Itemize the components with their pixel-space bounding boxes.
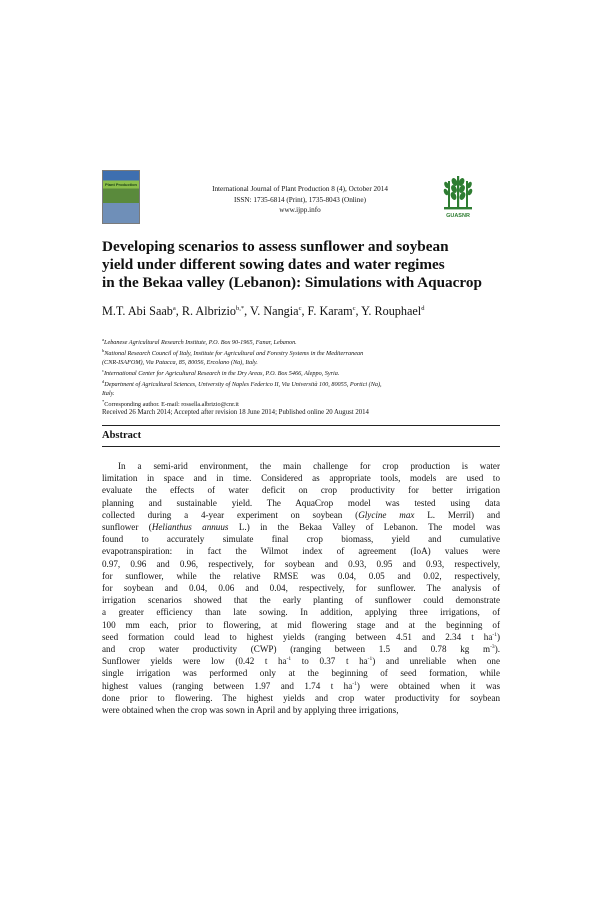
- text-run: evapotranspiration: in fact the Wilmot index of agreement (IoA) values were: [102, 546, 500, 557]
- affiliation-marker: c: [102, 368, 104, 374]
- text-run: sunflower (: [102, 522, 152, 533]
- author-name: F. Karam: [307, 304, 353, 318]
- affiliation-marker: a: [102, 337, 104, 342]
- journal-website: www.ijpp.info: [279, 206, 321, 214]
- text-run: for soybean and 0.04, 0.06 and 0.04, respectively, for sunflower. The analysis of: [102, 583, 500, 594]
- publisher-logo-text: GUASNR: [446, 213, 470, 219]
- journal-line: International Journal of Plant Production 8 (4), October 2014: [212, 185, 388, 193]
- text-run: ): [496, 631, 500, 642]
- superscript: -1: [286, 656, 292, 663]
- superscript: -1: [367, 656, 373, 663]
- corresponding-text: Corresponding author. E-mail: rossella.albrizio@cnr.it: [104, 401, 239, 409]
- abstract-line: [102, 460, 500, 472]
- title-line: Developing scenarios to assess sunflower and soybean: [102, 238, 449, 255]
- superscript: -3: [490, 644, 495, 651]
- abstract-line: [102, 558, 500, 570]
- abstract-line: [102, 680, 500, 692]
- abstract-line: [102, 472, 500, 484]
- text-run: highest values (ranging between 1.97 and 1.74 t ha: [102, 680, 353, 691]
- superscript: -1: [352, 680, 357, 687]
- text-run: to 0.37 t ha: [291, 656, 368, 667]
- text-run: a greater efficiency than late sowing. In addition, applying three irrigations, of: [102, 607, 500, 618]
- text-run: L. Merril) and: [414, 509, 500, 520]
- text-run: Sunflower yields were low (0.42 t ha: [102, 656, 287, 667]
- journal-cover-label: Plant Production: [105, 182, 137, 187]
- abstract-line: [102, 521, 500, 533]
- text-run: 0.97, 0.96 and 0.96, respectively, for soybean and 0.93, 0.95 and 0.93, respectively,: [102, 558, 500, 569]
- affiliation-line: [102, 378, 502, 389]
- affiliation-text: Lebanese Agricultural Research Institute, P.O. Box 90-1965, Fanar, Lebanon.: [104, 339, 297, 347]
- abstract-line: [102, 692, 500, 704]
- text-run: limitation in space and in time. Considered as appropriate tools, models are used to: [102, 473, 500, 484]
- text-run: found to accurately simulate final crop biomass, yield and cumulative: [102, 534, 500, 545]
- affiliation-text: Department of Agricultural Sciences, University of Naples Federico II, Via Università 100, 80055, Portici (Na),: [104, 381, 382, 389]
- corresponding-marker: *: [102, 399, 105, 405]
- author-separator: ,: [244, 304, 251, 318]
- abstract-line: [102, 533, 500, 545]
- author-name: V. Nangia: [250, 304, 299, 318]
- superscript: -1: [492, 631, 497, 638]
- text-run: L.) in the Bekaa Valley of Lebanon. The model was: [228, 522, 500, 533]
- text-run: ) were obtained when it was: [356, 680, 500, 691]
- affiliation-line: [102, 336, 502, 347]
- publisher-logo: [438, 172, 478, 224]
- text-run: seed formation could lead to highest yields (ranging between 4.51 and 2.34 t ha: [102, 631, 493, 642]
- text-run: 100 mm each, prior to flowering, at mid flowering stage and at the beginning of: [102, 619, 500, 630]
- text-run: evaluate the effects of water deficit on crop productivity for better irrigation: [102, 485, 500, 496]
- section-rule: [102, 425, 500, 426]
- text-run: ) and unreliable when one: [372, 656, 501, 667]
- text-run: for sunflower, while the relative RMSE was 0.04, 0.05 and 0.02, respectively,: [102, 570, 500, 581]
- affiliation-marker: d: [102, 379, 105, 385]
- title-line: in the Bekaa valley (Lebanon): Simulations with Aquacrop: [102, 273, 482, 291]
- affiliation-line: [102, 367, 502, 378]
- abstract-line: [102, 484, 500, 496]
- text-run: single irrigation was performed only at the beginning of seed formation, while: [102, 668, 500, 679]
- affiliation-text: Italy.: [102, 389, 115, 397]
- text-run: done prior to flowering. The highest yields and crop water productivity for soybean: [102, 692, 500, 703]
- abstract-line: [102, 643, 500, 655]
- journal-info: [150, 184, 450, 216]
- affiliation-marker: b: [102, 348, 105, 354]
- journal-cover-thumbnail: [102, 170, 140, 224]
- abstract-heading: Abstract: [102, 430, 142, 441]
- author-list: [102, 304, 512, 319]
- paper-title: [102, 238, 512, 291]
- abstract-body: [102, 460, 500, 716]
- abstract-line: [102, 509, 500, 521]
- author-separator: ,: [301, 304, 308, 318]
- abstract-line: [102, 619, 500, 631]
- abstract-line: [102, 594, 500, 606]
- wheat-icon: [440, 172, 476, 212]
- abstract-line: [102, 545, 500, 557]
- author-separator: ,: [175, 304, 182, 318]
- affiliation-text: International Center for Agricultural Research in the Dry Areas, P.O. Box 5466, Aleppo, Syria.: [104, 370, 340, 378]
- affiliation-line: [102, 359, 502, 367]
- abstract-line: [102, 582, 500, 594]
- text-run: collected during a 4-year experiment on soybean (: [102, 509, 359, 520]
- author-name: M.T. Abi Saab: [102, 304, 173, 318]
- corresponding-author: [102, 398, 502, 409]
- abstract-line: [102, 704, 500, 716]
- affiliation-line: [102, 390, 502, 398]
- author-affil-marker: b,*: [236, 304, 245, 312]
- author-affil-marker: c: [352, 304, 356, 312]
- abstract-line: [102, 667, 500, 679]
- received-dates: Received 26 March 2014; Accepted after revision 18 June 2014; Published online 20 August 2014: [102, 409, 369, 416]
- text-run: were obtained when the crop was sown in April and by applying three irrigations,: [102, 705, 399, 716]
- affiliation-text: (CNR-ISAFOM), Via Patacca, 85, 80056, Ercolano (Na), Italy.: [102, 358, 258, 366]
- affiliation-text: National Research Council of Italy, Institute for Agricultural and Forestry Systems in the Mediterranean: [104, 350, 364, 358]
- author-name: Y. Rouphael: [361, 304, 422, 318]
- abstract-line: [102, 606, 500, 618]
- italic-text: Helianthus annuus: [151, 522, 229, 533]
- italic-text: Glycine max: [358, 509, 415, 520]
- section-rule: [102, 446, 500, 447]
- text-run: irrigation scenarios showed that the early planting of sunflower could demonstrate: [102, 595, 500, 606]
- abstract-line: [102, 570, 500, 582]
- abstract-line: [102, 497, 500, 509]
- text-run: In a semi-arid environment, the main challenge for crop production is water: [118, 461, 500, 471]
- abstract-line: [102, 631, 500, 643]
- affiliation-line: [102, 347, 502, 358]
- author-affil-marker: d: [421, 304, 425, 312]
- abstract-line: [102, 655, 500, 667]
- affiliations: [102, 336, 502, 409]
- author-affil-marker: a: [172, 304, 176, 312]
- author-affil-marker: c: [298, 304, 302, 312]
- author-separator: ,: [355, 304, 362, 318]
- title-line: yield under different sowing dates and water regimes: [102, 255, 445, 273]
- text-run: planning and sustainable yield. The AquaCrop model was tested using data: [102, 497, 500, 508]
- text-run: ).: [494, 644, 500, 655]
- author-name: R. Albrizio: [181, 304, 237, 318]
- text-run: and crop water productivity (CWP) (ranging between 1.5 and 0.78 kg m: [102, 644, 491, 655]
- issn-line: ISSN: 1735-6814 (Print), 1735-8043 (Online): [234, 195, 366, 204]
